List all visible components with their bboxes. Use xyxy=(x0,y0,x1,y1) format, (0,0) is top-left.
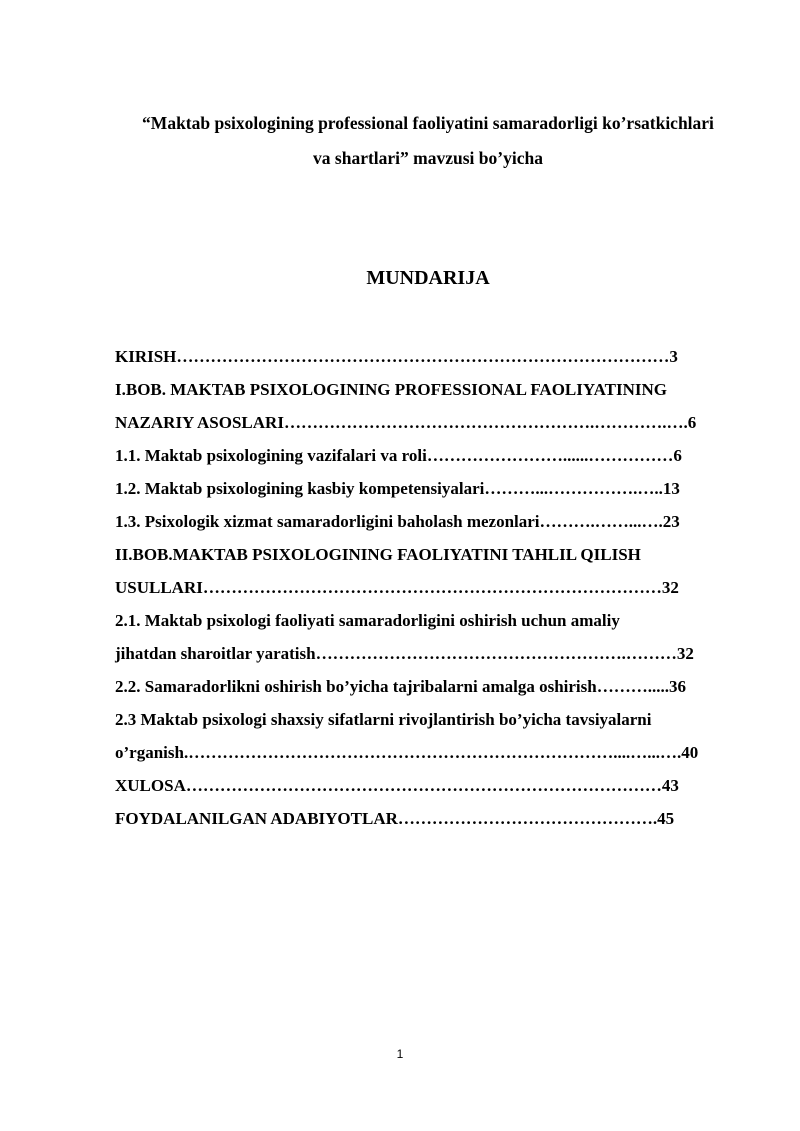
toc-entry-chapter-2-title-cont: USULLARI………………………………………………………………………32 xyxy=(115,578,679,597)
toc-entry-xulosa: XULOSA…………………………………………………………………………43 xyxy=(115,776,679,795)
toc-entry-2-1-cont: jihatdan sharoitlar yaratish……………………………………………….………32 xyxy=(115,644,694,663)
toc-entry-chapter-2-title: II.BOB.MAKTAB PSIXOLOGINING FAOLIYATINI TAHLIL QILISH xyxy=(115,545,641,564)
toc-entry-2-3: 2.3 Maktab psixologi shaxsiy sifatlarni rivojlantirish bo’yicha tavsiyalarni xyxy=(115,710,652,729)
toc-heading: MUNDARIJA xyxy=(366,267,490,289)
topic-line: “Maktab psixologining professional faoliyatini samaradorligi ko’rsatkichlari xyxy=(142,113,714,133)
toc-entry-1-1: 1.1. Maktab psixologining vazifalari va roli……………………......……………6 xyxy=(115,446,682,465)
toc-entry-2-2: 2.2. Samaradorlikni oshirish bo’yicha tajribalarni amalga oshirish……….....36 xyxy=(115,677,686,696)
toc-entry-references: FOYDALANILGAN ADABIYOTLAR……………………………………….45 xyxy=(115,809,675,828)
toc-entry-2-3-cont: o’rganish.…………………………………………………………………....…...….40 xyxy=(115,743,699,762)
toc-entry-chapter-1-title: I.BOB. MAKTAB PSIXOLOGINING PROFESSIONAL FAOLIYATINING xyxy=(115,380,667,399)
toc-entry-1-3: 1.3. Psixologik xizmat samaradorligini baholash mezonlari……….……...….23 xyxy=(115,512,680,531)
toc-entry-chapter-1-title-cont: NAZARIY ASOSLARI……………………………………………….………….….6 xyxy=(115,413,697,432)
toc-entry-2-1: 2.1. Maktab psixologi faoliyati samaradorligini oshirish uchun amaliy xyxy=(115,611,620,630)
toc-entry-1-2: 1.2. Maktab psixologining kasbiy kompetensiyalari………...…………….…..13 xyxy=(115,479,680,498)
page-number: 1 xyxy=(396,1047,404,1061)
document-topic xyxy=(100,106,756,176)
table-of-contents xyxy=(115,340,755,835)
toc-entry-kirish: KIRISH……………………………………………………………………………3 xyxy=(115,347,678,366)
topic-line: va shartlari” mavzusi bo’yicha xyxy=(313,148,543,168)
